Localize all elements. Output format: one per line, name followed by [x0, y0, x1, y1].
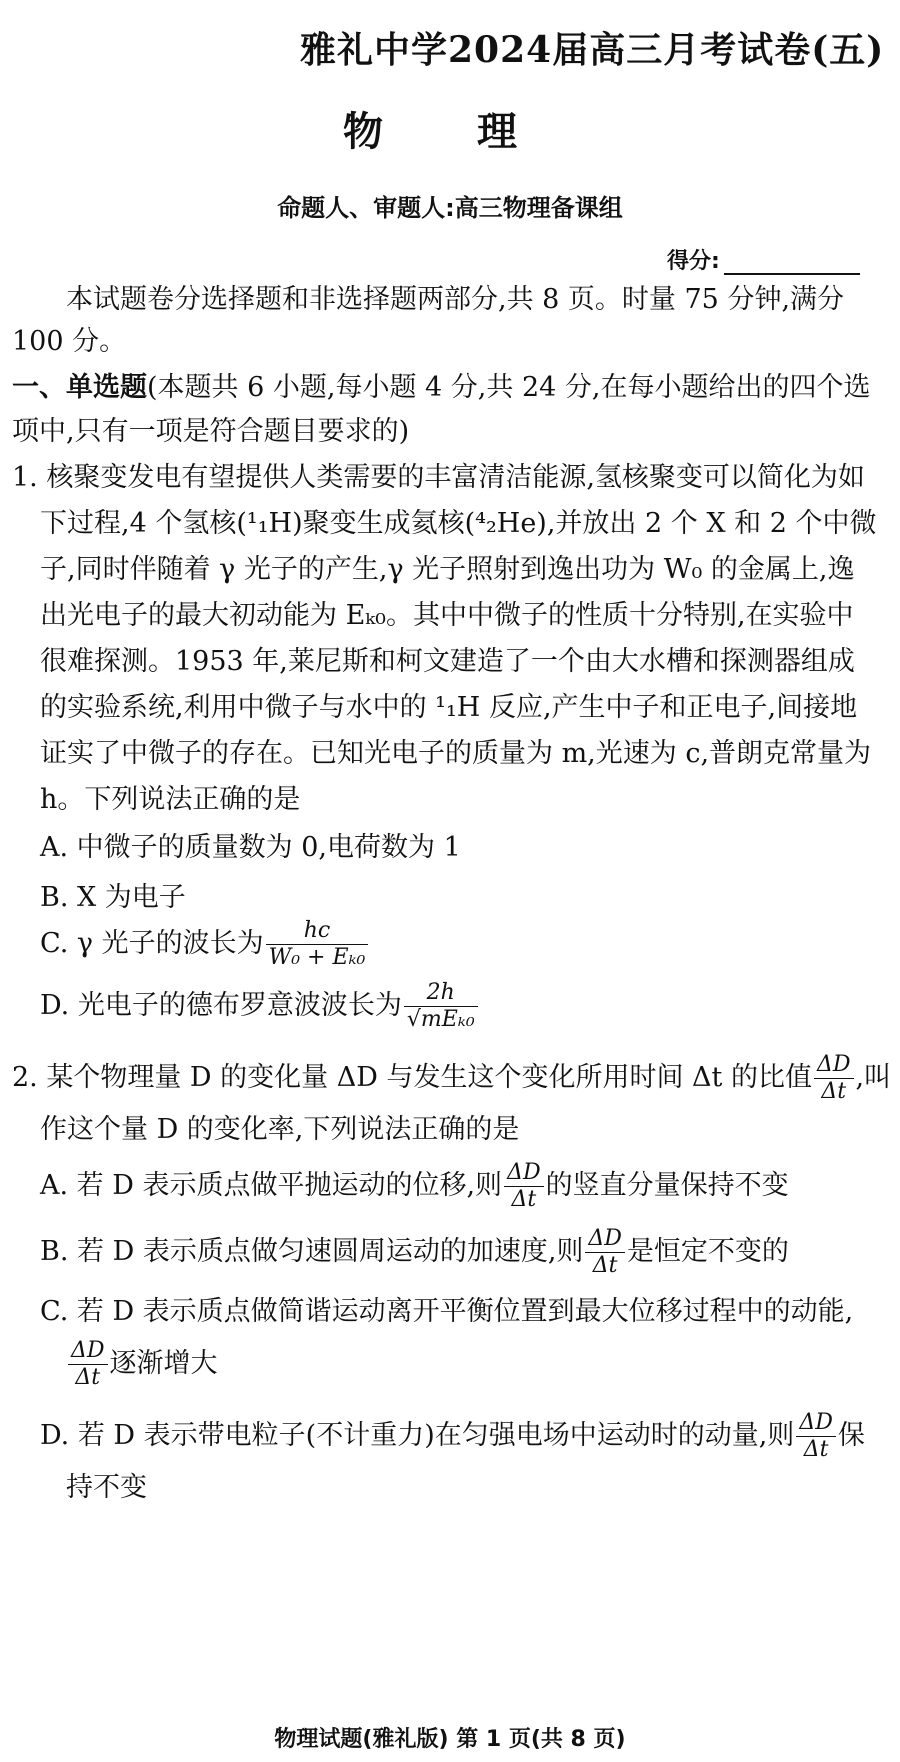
q2-option-d-line-2: 持不变	[66, 1472, 147, 1503]
q1-line-1: 1. 核聚变发电有望提供人类需要的丰富清洁能源,氢核聚变可以简化为如	[12, 462, 865, 493]
q2-option-a-end: 的竖直分量保持不变	[545, 1170, 789, 1201]
q2-line-1-text: 2. 某个物理量 D 的变化量 ΔD 与发生这个变化所用时间 Δt 的比值	[12, 1062, 812, 1093]
q1-line-3: 子,同时伴随着 γ 光子的产生,γ 光子照射到逸出功为 W₀ 的金属上,逸	[40, 554, 855, 585]
score-field	[667, 244, 860, 275]
q1-line-6: 的实验系统,利用中微子与水中的 ¹₁H 反应,产生中子和正电子,间接地	[40, 692, 858, 723]
q2-option-b-end: 是恒定不变的	[626, 1236, 789, 1267]
q2-option-c-denominator: Δt	[75, 1365, 101, 1390]
q2-option-b-text: B. 若 D 表示质点做匀速圆周运动的加速度,则	[40, 1236, 584, 1267]
q2-option-c-line-2	[66, 1338, 218, 1391]
score-blank[interactable]	[724, 253, 860, 275]
q2-option-c-end: 逐渐增大	[109, 1348, 218, 1379]
q1-line-7: 证实了中微子的存在。已知光电子的质量为 m,光速为 c,普朗克常量为	[40, 738, 872, 769]
q1-line-4: 出光电子的最大初动能为 Eₖ₀。其中中微子的性质十分特别,在实验中	[40, 600, 854, 631]
subject-title: 物 理	[343, 108, 557, 155]
q1-option-a: A. 中微子的质量数为 0,电荷数为 1	[40, 832, 461, 863]
q2-option-c-fraction	[68, 1338, 108, 1391]
q2-option-d-text: D. 若 D 表示带电粒子(不计重力)在匀强电场中运动时的动量,则	[40, 1420, 795, 1451]
q2-option-b	[40, 1226, 789, 1279]
q2-line-1	[12, 1052, 891, 1105]
intro-line-2: 100 分。	[12, 326, 127, 357]
exam-header: 雅礼中学2024届高三月考试卷(五)	[300, 29, 885, 71]
q2-option-c-line-1: C. 若 D 表示质点做简谐运动离开平衡位置到最大位移过程中的动能,	[40, 1296, 854, 1327]
q2-option-d	[40, 1410, 865, 1463]
q2-rate-fraction	[814, 1052, 854, 1105]
q2-option-a	[40, 1160, 789, 1213]
page-footer: 物理试题(雅礼版) 第 1 页(共 8 页)	[274, 1727, 626, 1752]
q1-option-c-text: C. γ 光子的波长为	[40, 928, 264, 959]
q2-option-a-numerator: ΔD	[504, 1160, 544, 1187]
q1-option-b: B. X 为电子	[40, 882, 186, 913]
q1-line-8: h。下列说法正确的是	[40, 784, 301, 815]
q1-option-d	[40, 980, 480, 1033]
q2-option-a-denominator: Δt	[511, 1187, 537, 1212]
q2-option-b-fraction	[585, 1226, 625, 1279]
intro-line-1: 本试题卷分选择题和非选择题两部分,共 8 页。时量 75 分钟,满分	[66, 284, 845, 315]
q1-option-c-numerator: hc	[266, 918, 369, 945]
q2-line-1-end: ,叫	[855, 1062, 892, 1093]
q1-line-2: 下过程,4 个氢核(¹₁H)聚变生成氦核(⁴₂He),并放出 2 个 X 和 2 个中微	[40, 508, 877, 539]
q1-option-d-fraction	[404, 980, 478, 1033]
q1-option-c-denominator: W₀ + Eₖ₀	[268, 945, 366, 970]
q2-option-b-numerator: ΔD	[585, 1226, 625, 1253]
author-line: 命题人、审题人:高三物理备课组	[277, 194, 623, 222]
q1-line-5: 很难探测。1953 年,莱尼斯和柯文建造了一个由大水槽和探测器组成	[40, 646, 855, 677]
q2-option-b-denominator: Δt	[592, 1253, 618, 1278]
score-label: 得分:	[667, 249, 720, 274]
section-1-desc: (本题共 6 小题,每小题 4 分,共 24 分,在每小题给出的四个选	[147, 372, 871, 403]
q2-option-a-fraction	[504, 1160, 544, 1213]
q1-option-d-denominator: √mEₖ₀	[406, 1007, 475, 1032]
q2-option-a-text: A. 若 D 表示质点做平抛运动的位移,则	[40, 1170, 503, 1201]
q2-option-d-numerator: ΔD	[796, 1410, 836, 1437]
q1-option-c	[40, 918, 370, 971]
q2-line-2: 作这个量 D 的变化率,下列说法正确的是	[40, 1114, 520, 1145]
q1-option-d-text: D. 光电子的德布罗意波波长为	[40, 990, 402, 1021]
section-1-desc-2: 项中,只有一项是符合题目要求的)	[12, 416, 410, 447]
q2-option-d-end: 保	[837, 1420, 865, 1451]
section-1-title: 一、单选题	[12, 372, 147, 403]
section-1-heading	[12, 366, 871, 410]
q1-option-c-fraction	[266, 918, 369, 971]
q1-option-d-numerator: 2h	[404, 980, 478, 1007]
q2-option-d-fraction	[796, 1410, 836, 1463]
q2-option-c-numerator: ΔD	[68, 1338, 108, 1365]
q2-option-d-denominator: Δt	[803, 1437, 829, 1462]
q2-rate-numerator: ΔD	[814, 1052, 854, 1079]
q2-rate-denominator: Δt	[821, 1079, 847, 1104]
